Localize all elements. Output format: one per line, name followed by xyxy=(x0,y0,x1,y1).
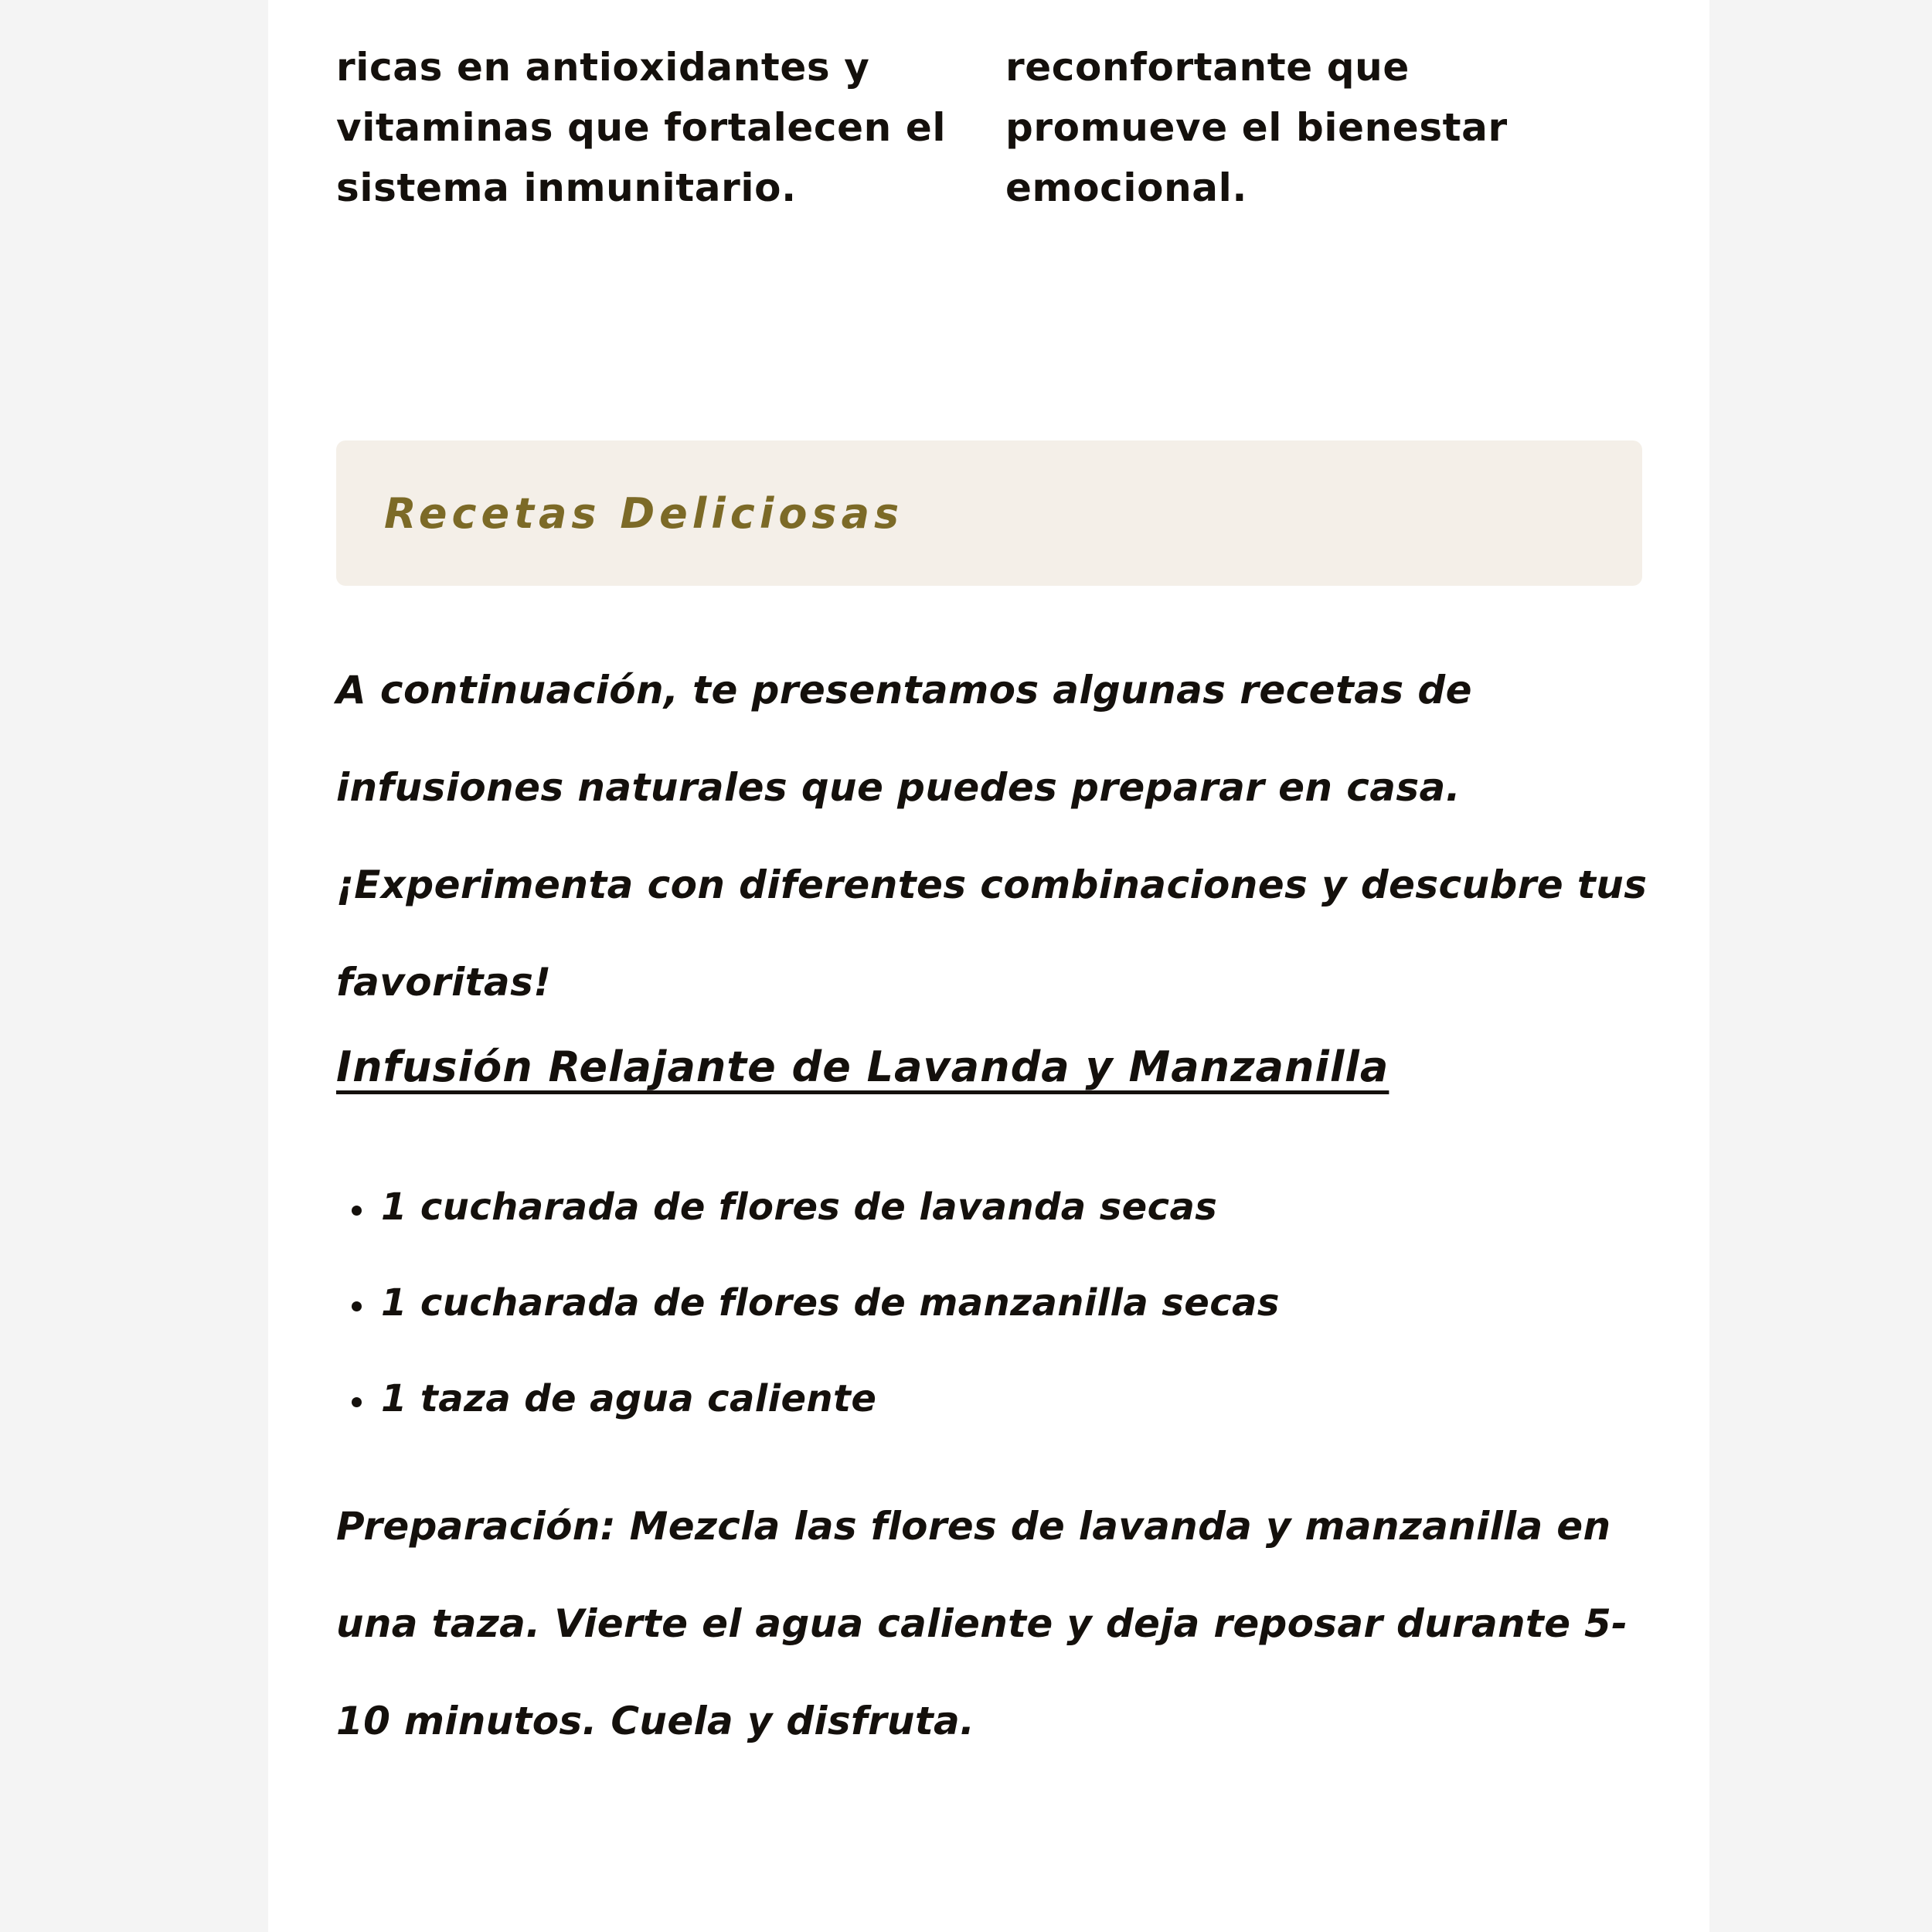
ingredient-text: 1 taza de agua caliente xyxy=(381,1377,877,1420)
preparation-paragraph: Preparación: Mezcla las flores de lavanda y manzanilla en una taza. Vierte el agua caliente y deja reposar durante 5-10 minutos. Cuela y disfruta. xyxy=(336,1504,1628,1743)
right-column-paragraph: reconfortante que promueve el bienestar emocional. xyxy=(1005,45,1508,210)
ingredient-text: 1 cucharada de flores de lavanda secas xyxy=(381,1185,1218,1229)
left-column-paragraph: ricas en antioxidantes y vitaminas que fortalecen el sistema inmunitario. xyxy=(336,45,947,210)
ingredient-text: 1 cucharada de flores de manzanilla secas xyxy=(381,1281,1280,1325)
section-heading-banner xyxy=(336,440,1642,586)
left-column xyxy=(336,37,973,218)
bullet-dot-icon xyxy=(352,1206,362,1216)
two-column-text-block xyxy=(336,37,1642,218)
list-item xyxy=(336,1255,1642,1351)
list-item xyxy=(336,1351,1642,1447)
ingredient-list xyxy=(336,1159,1642,1447)
document-content-area xyxy=(336,0,1648,1932)
bullet-dot-icon xyxy=(352,1397,362,1407)
intro-paragraph: A continuación, te presentamos algunas recetas de infusiones naturales que puedes preparar en casa. ¡Experimenta con diferentes combinaciones y descubre tus favoritas! xyxy=(336,668,1648,1005)
list-item xyxy=(336,1159,1642,1255)
bullet-dot-icon xyxy=(352,1301,362,1311)
section-heading-title: Recetas Deliciosas xyxy=(384,488,904,538)
right-column xyxy=(1005,37,1642,218)
document-page-sheet xyxy=(268,0,1709,1932)
recipe-title: Infusión Relajante de Lavanda y Manzanilla xyxy=(336,1043,1389,1091)
